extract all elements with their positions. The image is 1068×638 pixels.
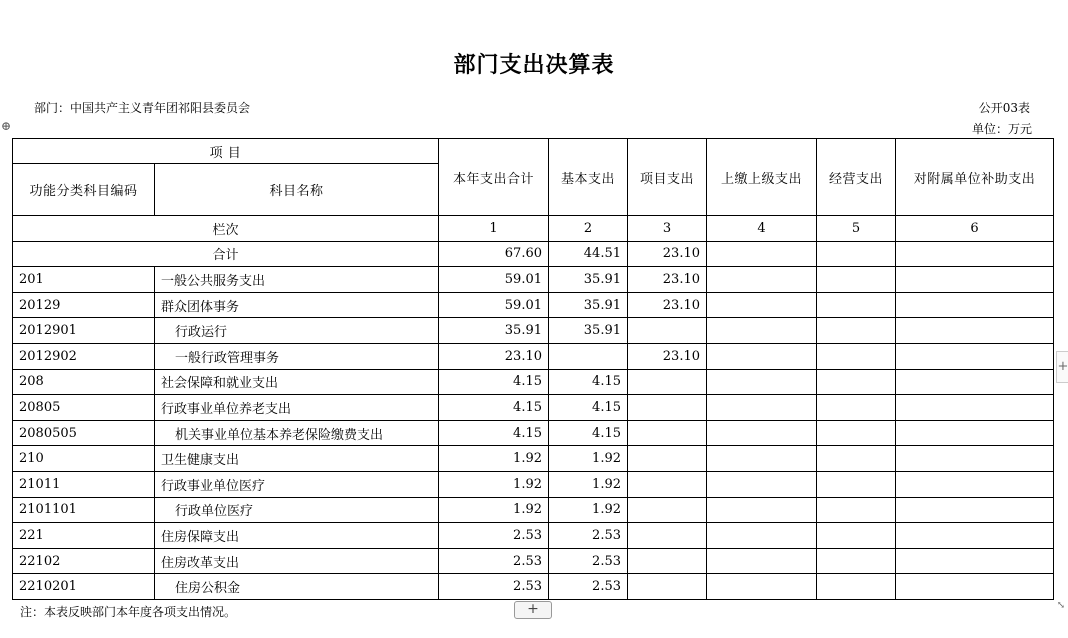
header-business: 经营支出 <box>817 139 896 216</box>
upper-cell[interactable] <box>707 267 817 293</box>
business-cell[interactable] <box>817 318 896 344</box>
header-name: 科目名称 <box>155 164 439 216</box>
table-row <box>13 369 1054 395</box>
total-cell[interactable]: 2.53 <box>439 574 549 600</box>
subsidy-cell[interactable] <box>896 267 1054 293</box>
header-code: 功能分类科目编码 <box>13 164 155 216</box>
project-cell[interactable] <box>628 497 707 523</box>
subsidy-cell[interactable] <box>896 343 1054 369</box>
upper-cell[interactable] <box>707 241 817 267</box>
column-index: 3 <box>628 216 707 242</box>
project-cell[interactable] <box>628 523 707 549</box>
business-cell[interactable] <box>817 267 896 293</box>
doc-number: 公开03表 <box>978 101 1030 115</box>
total-cell[interactable]: 4.15 <box>439 395 549 421</box>
business-cell[interactable] <box>817 420 896 446</box>
name-cell[interactable]: 行政事业单位养老支出 <box>155 395 439 421</box>
upper-cell[interactable] <box>707 497 817 523</box>
upper-cell[interactable] <box>707 292 817 318</box>
table-row <box>13 497 1054 523</box>
subsidy-cell[interactable] <box>896 241 1054 267</box>
project-cell[interactable] <box>628 471 707 497</box>
upper-cell[interactable] <box>707 574 817 600</box>
resize-handle-icon[interactable]: ⤡ <box>1056 600 1066 611</box>
total-row <box>13 241 1054 267</box>
header-total: 本年支出合计 <box>439 139 549 216</box>
code-cell[interactable]: 221 <box>13 523 155 549</box>
basic-cell[interactable]: 44.51 <box>549 241 628 267</box>
page-title: 部门支出决算表 <box>453 53 615 78</box>
code-cell[interactable]: 2012902 <box>13 343 155 369</box>
table-row <box>13 292 1054 318</box>
code-cell[interactable]: 20129 <box>13 292 155 318</box>
table-row <box>13 523 1054 549</box>
add-sheet-button[interactable]: + <box>514 601 552 619</box>
subsidy-cell[interactable] <box>896 369 1054 395</box>
total-cell[interactable]: 59.01 <box>439 292 549 318</box>
subsidy-cell[interactable] <box>896 523 1054 549</box>
project-cell[interactable] <box>628 318 707 344</box>
upper-cell[interactable] <box>707 318 817 344</box>
business-cell[interactable] <box>817 471 896 497</box>
header-project: 项目支出 <box>628 139 707 216</box>
basic-cell[interactable]: 4.15 <box>549 395 628 421</box>
table-row <box>13 267 1054 293</box>
name-cell[interactable]: 群众团体事务 <box>155 292 439 318</box>
upper-cell[interactable] <box>707 369 817 395</box>
project-cell[interactable] <box>628 574 707 600</box>
name-cell[interactable]: 卫生健康支出 <box>155 446 439 472</box>
total-cell[interactable]: 35.91 <box>439 318 549 344</box>
department-label: 部门：中国共产主义青年团祁阳县委员会 <box>34 101 251 115</box>
name-cell[interactable]: 住房保障支出 <box>155 523 439 549</box>
subsidy-cell[interactable] <box>896 446 1054 472</box>
name-cell[interactable]: 社会保障和就业支出 <box>155 369 439 395</box>
project-cell[interactable] <box>628 548 707 574</box>
upper-cell[interactable] <box>707 471 817 497</box>
business-cell[interactable] <box>817 497 896 523</box>
header-row-1 <box>13 139 1054 164</box>
subsidy-cell[interactable] <box>896 574 1054 600</box>
business-cell[interactable] <box>817 446 896 472</box>
code-cell[interactable]: 2210201 <box>13 574 155 600</box>
project-cell[interactable] <box>628 420 707 446</box>
basic-cell[interactable]: 1.92 <box>549 471 628 497</box>
business-cell[interactable] <box>817 574 896 600</box>
total-cell[interactable]: 1.92 <box>439 497 549 523</box>
project-cell[interactable]: 23.10 <box>628 343 707 369</box>
column-index: 2 <box>549 216 628 242</box>
total-cell[interactable]: 23.10 <box>439 343 549 369</box>
code-cell[interactable]: 22102 <box>13 548 155 574</box>
table-row <box>13 343 1054 369</box>
upper-cell[interactable] <box>707 446 817 472</box>
total-cell[interactable]: 1.92 <box>439 446 549 472</box>
total-cell[interactable]: 4.15 <box>439 369 549 395</box>
business-cell[interactable] <box>817 241 896 267</box>
table-row <box>13 446 1054 472</box>
project-cell[interactable] <box>628 446 707 472</box>
project-cell[interactable]: 23.10 <box>628 267 707 293</box>
name-cell[interactable]: 行政单位医疗 <box>155 497 439 523</box>
table-row <box>13 420 1054 446</box>
business-cell[interactable] <box>817 395 896 421</box>
code-cell[interactable]: 201 <box>13 267 155 293</box>
upper-cell[interactable] <box>707 548 817 574</box>
header-subsidy: 对附属单位补助支出 <box>896 139 1054 216</box>
header-basic: 基本支出 <box>549 139 628 216</box>
code-cell[interactable]: 208 <box>13 369 155 395</box>
expenditure-table <box>12 138 1054 600</box>
table-row <box>13 318 1054 344</box>
table-row <box>13 574 1054 600</box>
code-cell[interactable]: 2012901 <box>13 318 155 344</box>
total-cell[interactable]: 1.92 <box>439 471 549 497</box>
business-cell[interactable] <box>817 369 896 395</box>
side-add-button[interactable]: + <box>1056 351 1068 383</box>
table-row <box>13 395 1054 421</box>
header-item: 项 目 <box>13 139 439 164</box>
project-cell[interactable]: 23.10 <box>628 292 707 318</box>
subsidy-cell[interactable] <box>896 292 1054 318</box>
code-cell[interactable]: 21011 <box>13 471 155 497</box>
header-upper: 上缴上级支出 <box>707 139 817 216</box>
code-cell[interactable]: 2080505 <box>13 420 155 446</box>
code-cell[interactable]: 210 <box>13 446 155 472</box>
total-cell[interactable]: 4.15 <box>439 420 549 446</box>
basic-cell[interactable]: 1.92 <box>549 497 628 523</box>
column-index-row <box>13 216 1054 242</box>
business-cell[interactable] <box>817 292 896 318</box>
name-cell[interactable]: 一般公共服务支出 <box>155 267 439 293</box>
name-cell[interactable]: 行政运行 <box>155 318 439 344</box>
total-cell[interactable]: 67.60 <box>439 241 549 267</box>
basic-cell[interactable]: 4.15 <box>549 420 628 446</box>
basic-cell[interactable]: 35.91 <box>549 318 628 344</box>
unit-label: 单位：万元 <box>971 122 1032 136</box>
subsidy-cell[interactable] <box>896 548 1054 574</box>
table-row <box>13 471 1054 497</box>
name-cell[interactable]: 住房改革支出 <box>155 548 439 574</box>
code-cell[interactable]: 2101101 <box>13 497 155 523</box>
business-cell[interactable] <box>817 548 896 574</box>
name-cell[interactable]: 机关事业单位基本养老保险缴费支出 <box>155 420 439 446</box>
subsidy-cell[interactable] <box>896 420 1054 446</box>
total-cell[interactable]: 59.01 <box>439 267 549 293</box>
table-move-handle-icon[interactable]: ⊕ <box>0 119 12 133</box>
upper-cell[interactable] <box>707 395 817 421</box>
project-cell[interactable]: 23.10 <box>628 241 707 267</box>
name-cell[interactable]: 一般行政管理事务 <box>155 343 439 369</box>
basic-cell[interactable]: 35.91 <box>549 292 628 318</box>
basic-cell[interactable]: 2.53 <box>549 548 628 574</box>
total-label: 合计 <box>13 241 439 267</box>
total-cell[interactable]: 2.53 <box>439 548 549 574</box>
table-note: 注：本表反映部门本年度各项支出情况。 <box>20 605 237 619</box>
basic-cell[interactable] <box>549 343 628 369</box>
code-cell[interactable]: 20805 <box>13 395 155 421</box>
subsidy-cell[interactable] <box>896 471 1054 497</box>
column-index: 5 <box>817 216 896 242</box>
basic-cell[interactable]: 4.15 <box>549 369 628 395</box>
business-cell[interactable] <box>817 343 896 369</box>
upper-cell[interactable] <box>707 523 817 549</box>
column-index: 1 <box>439 216 549 242</box>
business-cell[interactable] <box>817 523 896 549</box>
table-row <box>13 548 1054 574</box>
basic-cell[interactable]: 2.53 <box>549 574 628 600</box>
upper-cell[interactable] <box>707 343 817 369</box>
column-index: 6 <box>896 216 1054 242</box>
project-cell[interactable] <box>628 395 707 421</box>
project-cell[interactable] <box>628 369 707 395</box>
subsidy-cell[interactable] <box>896 318 1054 344</box>
column-index: 4 <box>707 216 817 242</box>
subsidy-cell[interactable] <box>896 395 1054 421</box>
subsidy-cell[interactable] <box>896 497 1054 523</box>
column-index-label: 栏次 <box>13 216 439 242</box>
name-cell[interactable]: 行政事业单位医疗 <box>155 471 439 497</box>
basic-cell[interactable]: 2.53 <box>549 523 628 549</box>
name-cell[interactable]: 住房公积金 <box>155 574 439 600</box>
upper-cell[interactable] <box>707 420 817 446</box>
basic-cell[interactable]: 35.91 <box>549 267 628 293</box>
basic-cell[interactable]: 1.92 <box>549 446 628 472</box>
total-cell[interactable]: 2.53 <box>439 523 549 549</box>
